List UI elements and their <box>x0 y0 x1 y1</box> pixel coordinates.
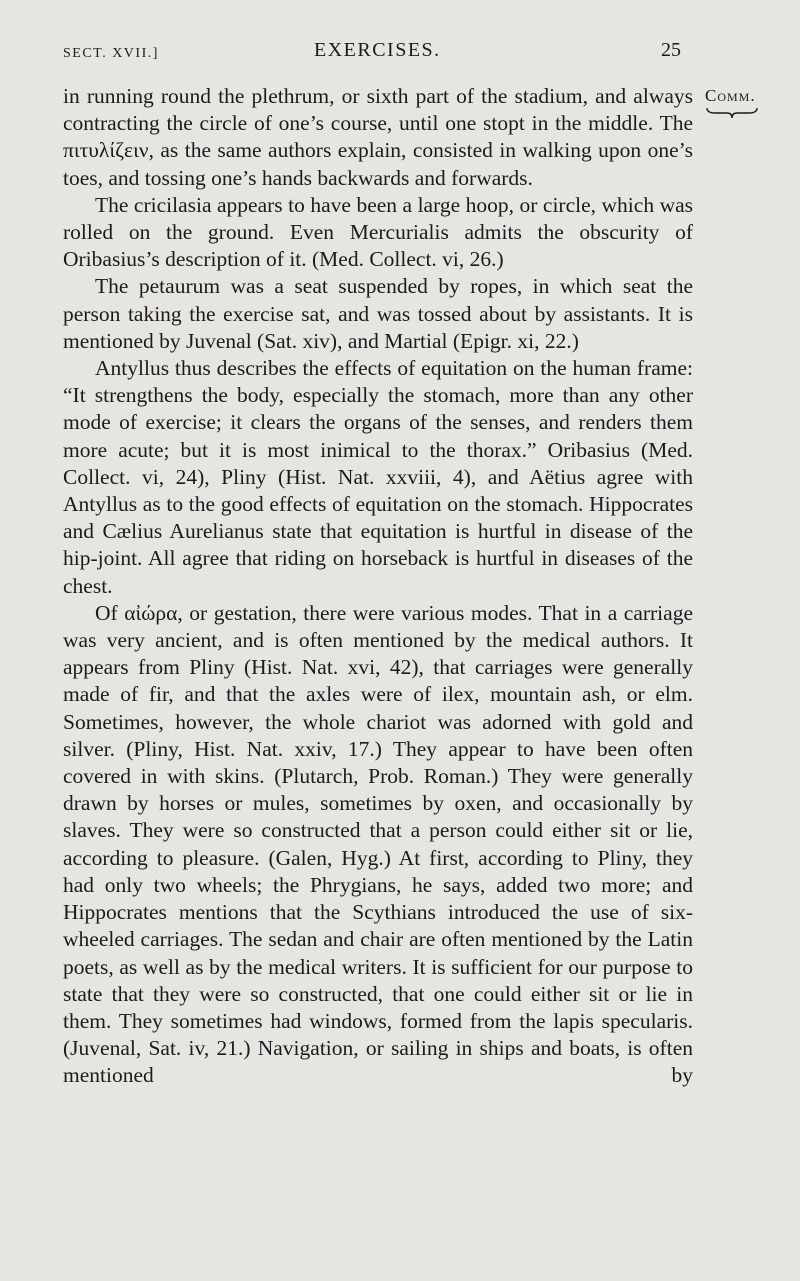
body-text <box>63 83 693 1090</box>
margin-note <box>705 86 783 120</box>
paragraph-continued: in running round the plethrum, or sixth part of the stadium, and always contracting the circle of one’s course, until one stopt in the middle. The πιτυλίζειν, as the same authors explain, consisted in walking upon one’s toes, and tossing one’s hands backwards and forwards. <box>63 84 693 190</box>
paragraph-cricilasia: The cricilasia appears to have been a large hoop, or circle, which was rolled on the ground. Even Mercurialis admits the obscurity of Oribasius’s description of it. (Med. Collect. vi, 26.) <box>63 192 693 272</box>
running-title: EXERCISES. <box>314 39 441 61</box>
section-label: SECT. XVII.] <box>63 46 159 61</box>
paragraph-gestation: Of αἰώρα, or gestation, there were various modes. That in a carriage was very ancient, and is often mentioned by the medical authors. It appears from Pliny (Hist. Nat. xvi, 42), that carriages were generally made of fir, and that the axles were of ilex, mountain ash, or elm. Sometimes, however, the whole chariot was adorned with gold and silver. (Pliny, Hist. Nat. xxiv, 17.) They appear to have been often covered in with skins. (Plutarch, Prob. Roman.) They were generally drawn by horses or mules, sometimes by oxen, and occasionally by slaves. They were so constructed that a person could either sit or lie, according to pleasure. (Galen, Hyg.) At first, according to Pliny, they had only two wheels; the Phrygians, he says, added two more; and Hippocrates mentions that the Scythians introduced the use of six-wheeled carriages. The sedan and chair are often mentioned by the Latin poets, as well as by the medical writers. It is sufficient for our purpose to state that they were so constructed, that one could either sit or lie in them. They sometimes had windows, formed from the lapis specularis. (Juvenal, Sat. iv, 21.) Navigation, or sailing in ships and boats, is often mentioned by <box>63 600 693 1088</box>
paragraph-equitation: Antyllus thus describes the effects of equitation on the human frame: “It strengthens the body, especially the stomach, more than any other mode of exercise; it clears the organs of the senses, and renders them more acute; but it is most inimical to the thorax.” Oribasius (Med. Collect. vi, 24), Pliny (Hist. Nat. xxviii, 4), and Aëtius agree with Antyllus as to the good effects of equitation on the stomach. Hippocrates and Cælius Aurelianus state that equitation is hurtful in disease of the hip-joint. All agree that riding on horseback is hurtful in diseases of the chest. <box>63 356 693 598</box>
page-number: 25 <box>661 39 681 61</box>
margin-note-label: Comm. <box>705 86 756 105</box>
paragraph-petaurum: The petaurum was a seat suspended by ropes, in which seat the person taking the exercise sat, and was tossed about by assistants. It is mentioned by Juvenal (Sat. xiv), and Martial (Epigr. xi, 22.) <box>63 274 693 353</box>
margin-brace-icon <box>705 106 759 120</box>
